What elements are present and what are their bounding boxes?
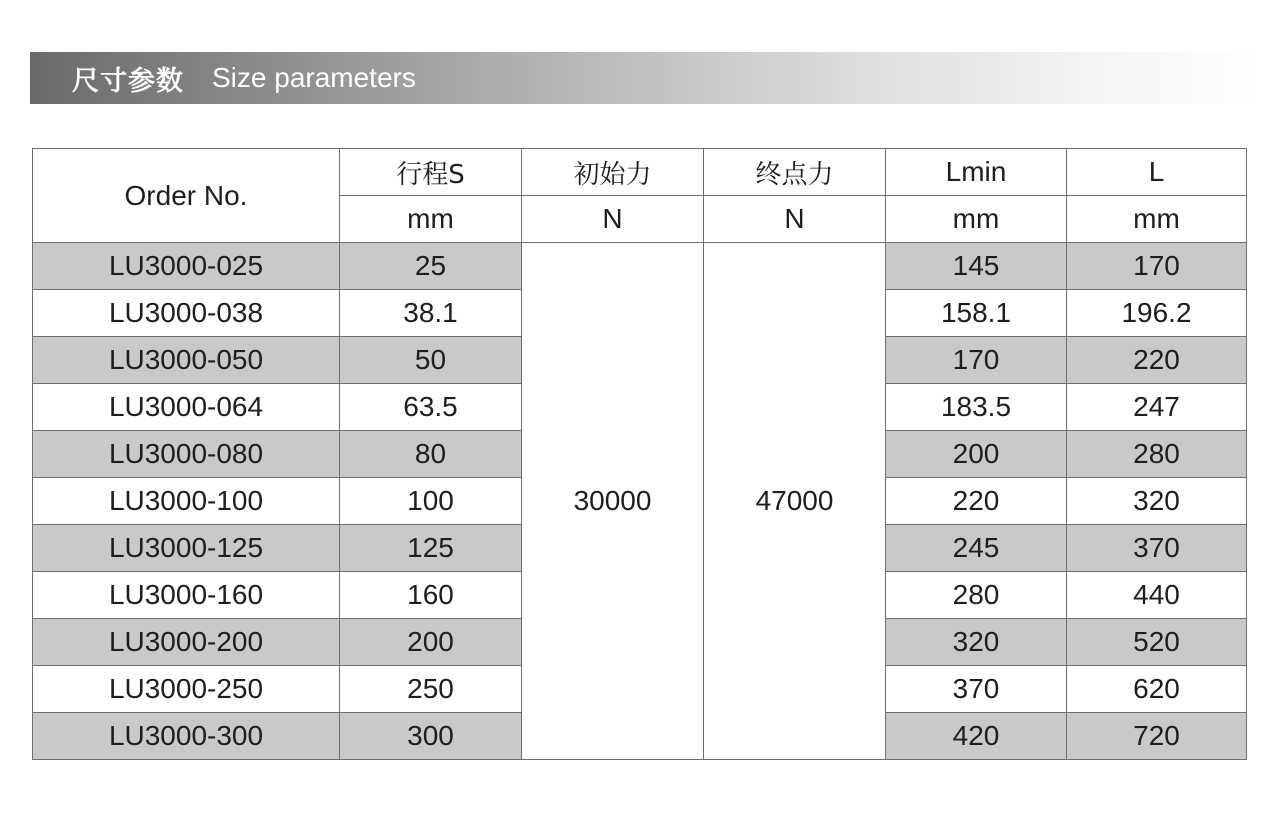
unit-l: mm: [1067, 196, 1247, 243]
column-header-lmin: Lmin: [886, 149, 1067, 196]
stroke-cell: 125: [340, 525, 522, 572]
lmin-cell: 245: [886, 525, 1067, 572]
stroke-cell: 100: [340, 478, 522, 525]
order-number-cell: LU3000-025: [33, 243, 340, 290]
column-header-end-force: 终点力: [704, 149, 886, 196]
stroke-cell: 160: [340, 572, 522, 619]
column-header-l: L: [1067, 149, 1247, 196]
order-number-cell: LU3000-038: [33, 290, 340, 337]
table-row: [33, 243, 1247, 290]
lmin-cell: 280: [886, 572, 1067, 619]
stroke-cell: 200: [340, 619, 522, 666]
l-cell: 440: [1067, 572, 1247, 619]
stroke-cell: 300: [340, 713, 522, 760]
header-row-labels: [33, 149, 1247, 196]
order-number-cell: LU3000-300: [33, 713, 340, 760]
lmin-cell: 370: [886, 666, 1067, 713]
l-cell: 720: [1067, 713, 1247, 760]
order-number-cell: LU3000-080: [33, 431, 340, 478]
column-header-order-no: Order No.: [33, 149, 340, 243]
l-cell: 620: [1067, 666, 1247, 713]
stroke-cell: 250: [340, 666, 522, 713]
order-number-cell: LU3000-050: [33, 337, 340, 384]
l-cell: 196.2: [1067, 290, 1247, 337]
order-number-cell: LU3000-125: [33, 525, 340, 572]
section-title-cn: 尺寸参数: [72, 65, 184, 97]
stroke-cell: 25: [340, 243, 522, 290]
stroke-cell: 50: [340, 337, 522, 384]
order-number-cell: LU3000-100: [33, 478, 340, 525]
l-cell: 520: [1067, 619, 1247, 666]
stroke-cell: 63.5: [340, 384, 522, 431]
l-cell: 280: [1067, 431, 1247, 478]
l-cell: 220: [1067, 337, 1247, 384]
lmin-cell: 158.1: [886, 290, 1067, 337]
unit-initial-force: N: [522, 196, 704, 243]
lmin-cell: 170: [886, 337, 1067, 384]
table-body: [33, 149, 1247, 760]
order-number-cell: LU3000-160: [33, 572, 340, 619]
lmin-cell: 420: [886, 713, 1067, 760]
lmin-cell: 200: [886, 431, 1067, 478]
lmin-cell: 183.5: [886, 384, 1067, 431]
stroke-cell: 38.1: [340, 290, 522, 337]
lmin-cell: 320: [886, 619, 1067, 666]
l-cell: 320: [1067, 478, 1247, 525]
unit-stroke: mm: [340, 196, 522, 243]
initial-force-cell: 30000: [522, 243, 704, 760]
column-header-initial-force: 初始力: [522, 149, 704, 196]
order-number-cell: LU3000-200: [33, 619, 340, 666]
lmin-cell: 220: [886, 478, 1067, 525]
order-number-cell: LU3000-064: [33, 384, 340, 431]
section-title-en: Size parameters: [212, 62, 416, 93]
l-cell: 247: [1067, 384, 1247, 431]
stroke-cell: 80: [340, 431, 522, 478]
section-header: [30, 52, 1260, 104]
unit-lmin: mm: [886, 196, 1067, 243]
end-force-cell: 47000: [704, 243, 886, 760]
l-cell: 370: [1067, 525, 1247, 572]
column-header-stroke: 行程S: [340, 149, 522, 196]
unit-end-force: N: [704, 196, 886, 243]
size-parameters-table: [32, 148, 1247, 760]
lmin-cell: 145: [886, 243, 1067, 290]
l-cell: 170: [1067, 243, 1247, 290]
order-number-cell: LU3000-250: [33, 666, 340, 713]
